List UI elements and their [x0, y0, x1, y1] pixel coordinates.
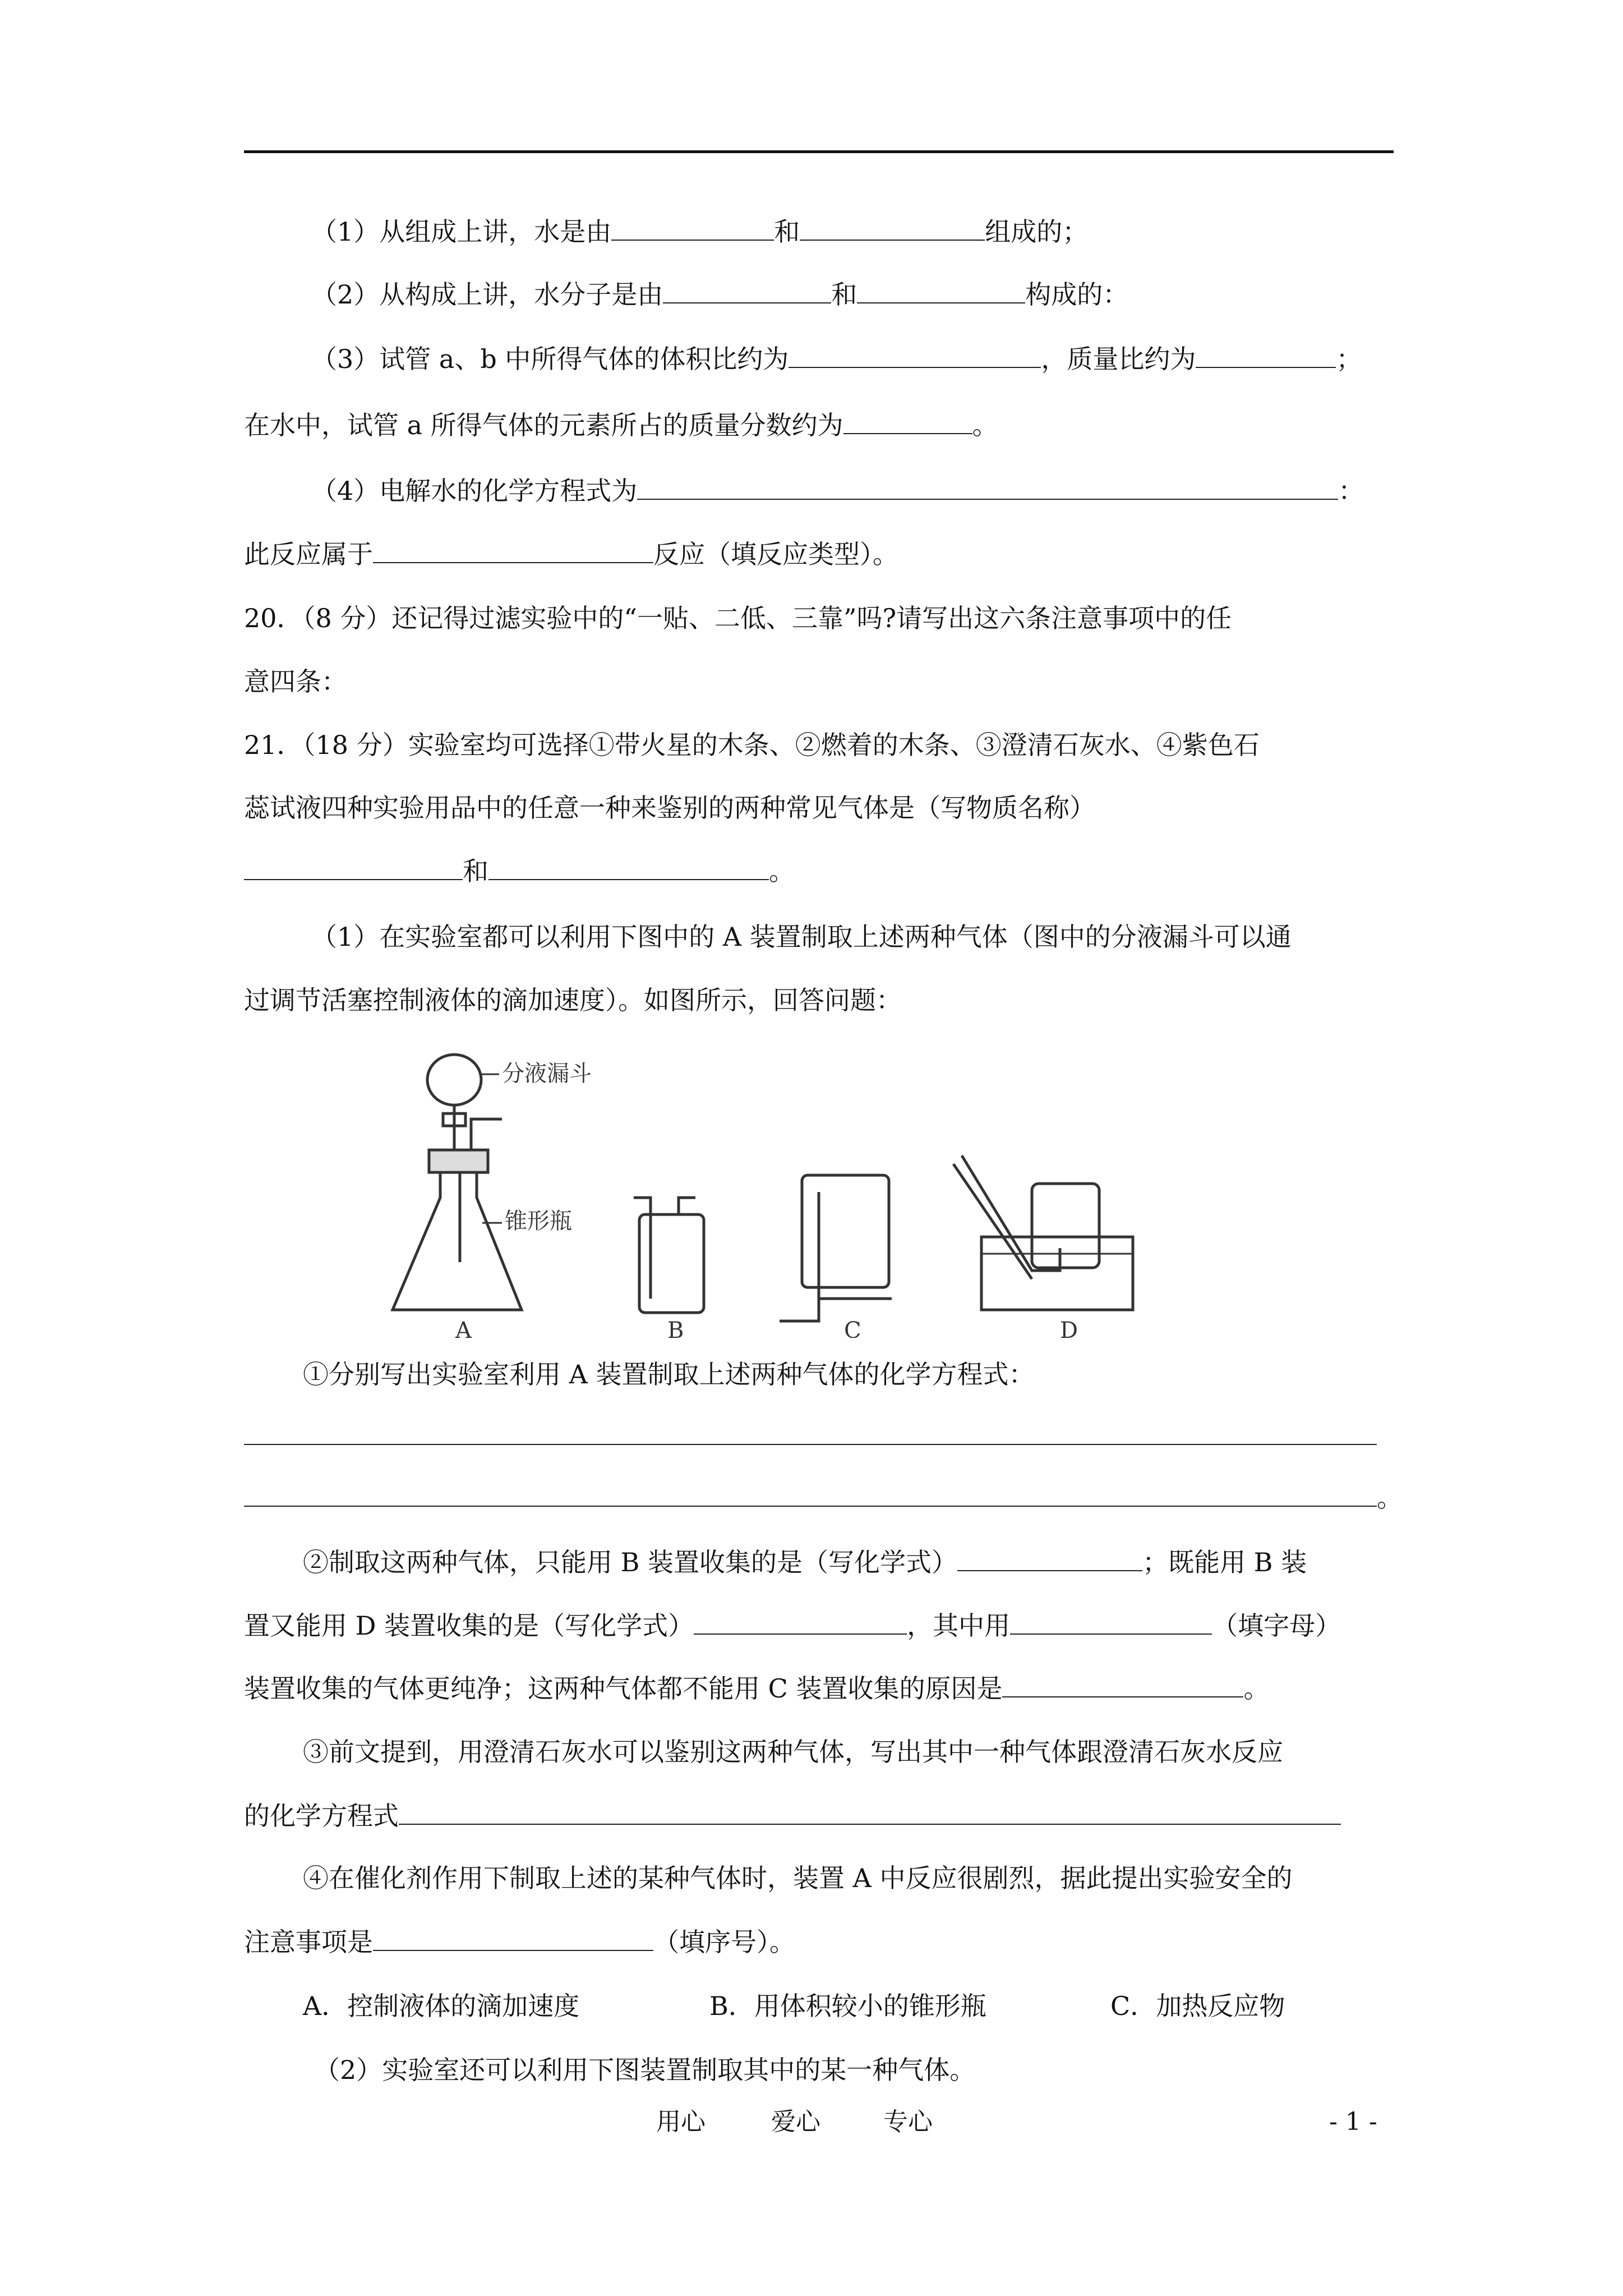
apparatus-c: [780, 1175, 892, 1321]
answer-blank[interactable]: [244, 854, 463, 880]
text: 。: [1243, 1673, 1270, 1704]
apparatus-d: [953, 1156, 1133, 1310]
text: 组成的；: [985, 217, 1089, 247]
apparatus-b: [634, 1198, 704, 1313]
answer-blank[interactable]: [637, 474, 1338, 500]
text: 注意事项是: [244, 1927, 373, 1957]
funnel-label: 分液漏斗: [502, 1061, 592, 1087]
q21-c2-line3: [244, 1672, 1269, 1705]
q20-line2: 意四条：: [244, 666, 347, 697]
q21-sub2: （2）实验室还可以利用下图装置制取其中的某一种气体。: [314, 2055, 976, 2085]
answer-blank[interactable]: [488, 854, 769, 880]
q21-c3-line1: ③前文提到，用澄清石灰水可以鉴别这两种气体，写出其中一种气体跟澄清石灰水反应: [303, 1737, 1283, 1767]
q19-part1: [311, 215, 1088, 249]
text: ②制取这两种气体，只能用 B 装置收集的是（写化学式）: [303, 1547, 958, 1577]
label-b: B: [667, 1318, 684, 1338]
q21-c2-line1: [303, 1545, 1307, 1579]
footer-word-3: 专心: [883, 2108, 933, 2136]
text: （填序号）。: [653, 1927, 795, 1957]
q21-c1-answer1: [244, 1419, 1377, 1453]
text: 此反应属于: [244, 539, 373, 569]
text: ，其中用: [907, 1611, 1011, 1641]
text: ：: [1338, 476, 1364, 506]
answer-blank[interactable]: [843, 408, 972, 434]
q21-sub1-line1: （1）在实验室都可以利用下图中的 A 装置制取上述两种气体（图中的分液漏斗可以通: [311, 922, 1292, 952]
option-a: A．控制液体的滴加速度: [303, 1991, 580, 2021]
answer-blank[interactable]: [244, 1419, 1377, 1445]
q19-part3: [311, 342, 1362, 376]
answer-blank[interactable]: [244, 1481, 1377, 1507]
q21-c1: ①分别写出实验室利用 A 装置制取上述两种气体的化学方程式：: [303, 1359, 1035, 1389]
label-c: C: [844, 1318, 861, 1338]
text: 和: [831, 279, 857, 310]
label-d: D: [1060, 1318, 1078, 1338]
answer-blank[interactable]: [1010, 1609, 1212, 1635]
header-rule: [244, 150, 1394, 153]
q19-part3-cont: [244, 408, 998, 442]
q21-sub1-line2: 过调节活塞控制液体的滴加速度）。如图所示，回答问题：: [244, 985, 902, 1015]
q21-line1: 21．（18 分）实验室均可选择①带火星的木条、②燃着的木条、③澄清石灰水、④紫色石: [244, 730, 1260, 760]
answer-blank[interactable]: [663, 278, 831, 303]
answer-blank[interactable]: [694, 1609, 907, 1635]
q21-c3-line2: [244, 1799, 1341, 1833]
q21-c4-line2: [244, 1925, 795, 1959]
text: ；既能用 B 装: [1142, 1547, 1307, 1577]
answer-blank[interactable]: [611, 215, 774, 241]
apparatus-a: [393, 1055, 522, 1310]
text: 。: [972, 410, 998, 440]
text: 和: [774, 217, 800, 247]
option-b: B．用体积较小的锥形瓶: [709, 1991, 986, 2021]
footer-word-1: 用心: [656, 2108, 706, 2136]
text: （1）从组成上讲，水是由: [311, 217, 612, 247]
answer-blank[interactable]: [789, 342, 1041, 368]
q21-c1-answer2: [244, 1481, 1403, 1515]
text: （3）试管 a、b 中所得气体的体积比约为: [311, 344, 789, 374]
q21-c4-line1: ④在催化剂作用下制取上述的某种气体时，装置 A 中反应很剧烈，据此提出实验安全的: [303, 1863, 1293, 1893]
q21-c2-line2: [244, 1609, 1341, 1642]
option-c: C．加热反应物: [1110, 1991, 1285, 2021]
answer-blank[interactable]: [373, 1925, 653, 1951]
q21-line3: [244, 854, 795, 888]
text: 。: [769, 856, 795, 886]
text: 构成的：: [1025, 279, 1129, 310]
label-a: A: [455, 1318, 472, 1338]
answer-blank[interactable]: [800, 215, 985, 241]
q19-part4: [311, 474, 1364, 508]
answer-blank[interactable]: [957, 1545, 1142, 1571]
text: 置又能用 D 装置收集的是（写化学式）: [244, 1611, 694, 1641]
text: 反应（填反应类型）。: [653, 539, 898, 569]
q19-part2: [311, 278, 1128, 311]
text: 在水中，试管 a 所得气体的元素所占的质量分数约为: [244, 410, 843, 440]
text: 。: [1377, 1483, 1403, 1513]
text: ；: [1336, 344, 1362, 374]
text: （填字母）: [1212, 1611, 1341, 1641]
text: （4）电解水的化学方程式为: [311, 476, 638, 506]
text: 装置收集的气体更纯净；这两种气体都不能用 C 装置收集的原因是: [244, 1673, 1003, 1704]
q21-line2: 蕊试液四种实验用品中的任意一种来鉴别的两种常见气体是（写物质名称）: [244, 793, 1095, 823]
answer-blank[interactable]: [857, 278, 1025, 303]
text: （2）从构成上讲，水分子是由: [311, 279, 663, 310]
answer-blank[interactable]: [373, 537, 653, 563]
answer-blank[interactable]: [1196, 342, 1336, 368]
footer-word-2: 爱心: [771, 2108, 820, 2136]
text: 和: [463, 856, 488, 886]
q19-part4-cont: [244, 537, 898, 571]
answer-blank[interactable]: [1002, 1672, 1243, 1697]
text: ，质量比约为: [1041, 344, 1196, 374]
text: 的化学方程式: [244, 1801, 399, 1831]
apparatus-figure: [387, 1035, 1189, 1338]
answer-blank[interactable]: [399, 1799, 1341, 1825]
flask-label: 锥形瓶: [505, 1208, 572, 1234]
q20-line1: 20．（8 分）还记得过滤实验中的“一贴、二低、三靠”吗?请写出这六条注意事项中的任: [244, 603, 1232, 633]
page-number: - 1 -: [1329, 2108, 1377, 2136]
